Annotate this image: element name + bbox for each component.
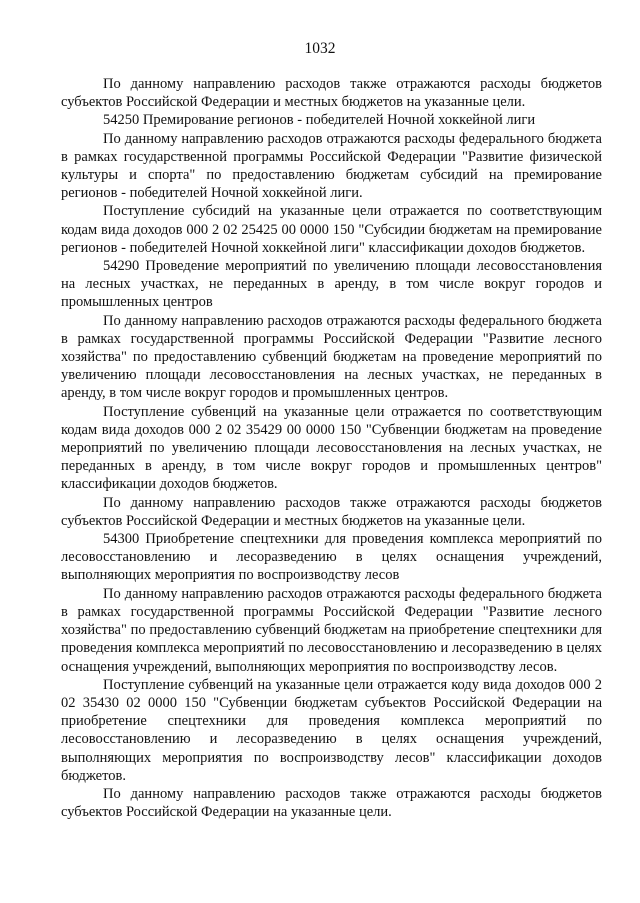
paragraph-12: По данному направлению расходов также отражаются расходы бюджетов субъектов Российской Федерации на указанные цели.: [61, 785, 602, 821]
paragraph-11: Поступление субвенций на указанные цели отражается коду вида доходов 000 2 02 35430 02 0000 150 "Субвенции бюджетам субъектов Российской Федерации на приобретение спецтехники для проведения комплекса мероприятий по лесовосстановлению и лесоразведению в целях оснащения учреждений, выполняющих мероприятия по воспроизводству лесов" классификации доходов бюджетов.: [61, 676, 602, 784]
paragraph-1: По данному направлению расходов также отражаются расходы бюджетов субъектов Российской Федерации и местных бюджетов на указанные цели.: [61, 76, 602, 111]
section-heading-54250: 54250 Премирование регионов - победителей Ночной хоккейной лиги: [103, 112, 536, 129]
section-heading-54300: 54300 Приобретение спецтехники для проведения комплекса мероприятий по лесовосстановлению и лесоразведению в целях оснащения учреждений, выполняющих мероприятия по воспроизводству лесов: [61, 531, 602, 584]
paragraph-6: По данному направлению расходов отражаются расходы федерального бюджета в рамках государственной программы Российской Федерации "Развитие лесного хозяйства" по предоставлению субвенций бюджетам на проведение мероприятий по увеличению площади лесовосстановления на лесных участках, не переданных в аренду, в том числе вокруг городов и промышленных центров.: [61, 312, 602, 402]
page-number: 1032: [304, 40, 336, 57]
section-heading-54290: 54290 Проведение мероприятий по увеличению площади лесовосстановления на лесных участках, не переданных в аренду, в том числе вокруг городов и промышленных центров: [61, 258, 602, 311]
paragraph-7: Поступление субвенций на указанные цели отражается по соответствующим кодам вида доходов 000 2 02 35429 00 0000 150 "Субвенции бюджетам на проведение мероприятий по увеличению площади лесовосстановления на лесных участках, не переданных в аренду, в том числе вокруг городов и промышленных центров" классификации доходов бюджетов.: [61, 403, 602, 493]
paragraph-3: По данному направлению расходов отражаются расходы федерального бюджета в рамках государственной программы Российской Федерации "Развитие физической культуры и спорта" по предоставлению бюджетам субсидий на премирование регионов - победителей Ночной хоккейной лиги.: [61, 130, 602, 202]
document-body: [61, 75, 602, 821]
paragraph-8: По данному направлению расходов также отражаются расходы бюджетов субъектов Российской Федерации и местных бюджетов на указанные цели.: [61, 494, 602, 529]
paragraph-4: Поступление субсидий на указанные цели отражается по соответствующим кодам вида доходов 000 2 02 25425 00 0000 150 "Субсидии бюджетам на премирование регионов - победителей Ночной хоккейной лиги" классификации доходов бюджетов.: [61, 203, 602, 256]
paragraph-10: По данному направлению расходов отражаются расходы федерального бюджета в рамках государственной программы Российской Федерации "Развитие лесного хозяйства" по предоставлению субвенций бюджетам на приобретение спецтехники для проведения комплекса мероприятий по лесовосстановлению и лесоразведению в целях оснащения учреждений, выполняющих мероприятия по воспроизводству лесов.: [61, 585, 602, 675]
